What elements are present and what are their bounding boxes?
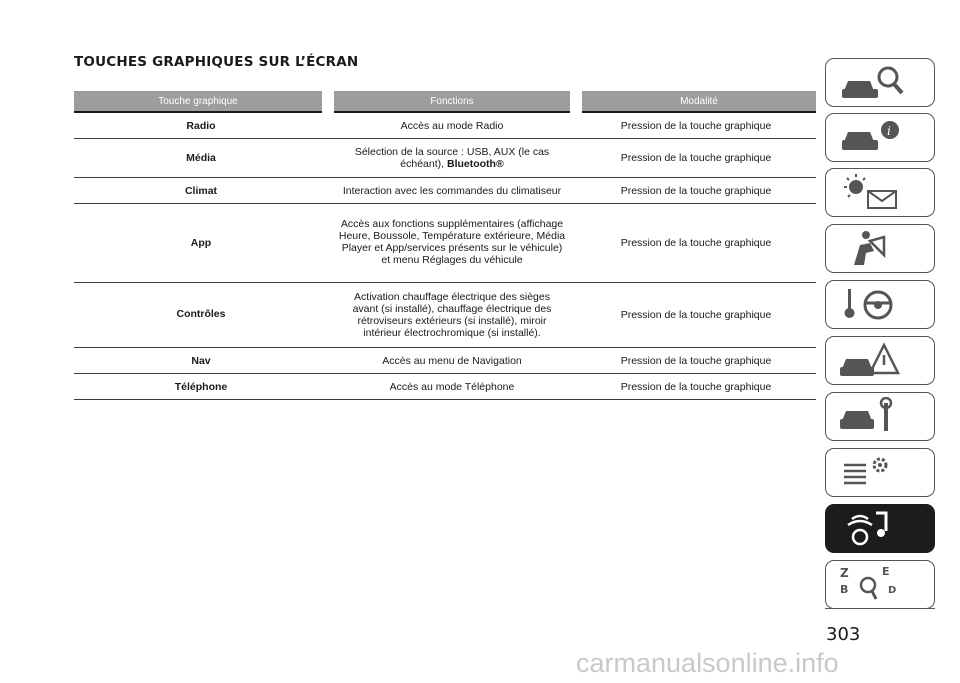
watermark: carmanualsonline.info xyxy=(576,648,839,678)
svg-text:B: B xyxy=(840,583,849,596)
tab-emergency[interactable] xyxy=(825,336,935,385)
table-row xyxy=(74,283,816,348)
table-row xyxy=(74,178,816,204)
multimedia-music-icon xyxy=(840,509,910,549)
alphabetical-index-icon xyxy=(840,565,910,605)
controls-table xyxy=(74,91,816,400)
row-name: App xyxy=(74,204,328,283)
bluetooth-label: Bluetooth® xyxy=(446,158,504,170)
row-function: Interaction avec les commandes du climatiseur xyxy=(328,178,576,204)
table-row xyxy=(74,348,816,374)
table-header-row xyxy=(74,91,816,112)
row-name: Contrôles xyxy=(74,283,328,348)
table-row xyxy=(74,374,816,400)
svg-text:E: E xyxy=(882,565,890,578)
warning-light-message-icon xyxy=(840,173,910,213)
header-fonctions: Fonctions xyxy=(328,91,576,112)
row-mode: Pression de la touche graphique xyxy=(576,348,816,374)
row-mode: Pression de la touche graphique xyxy=(576,283,816,348)
tab-starting-driving[interactable] xyxy=(825,280,935,329)
row-mode: Pression de la touche graphique xyxy=(576,178,816,204)
table-row xyxy=(74,112,816,139)
row-function: Accès aux fonctions supplémentaires (affichage Heure, Boussole, Température extérieure, Média Player et App/services présents sur le véhicule) et menu Réglages du véhicule xyxy=(328,204,576,283)
row-mode: Pression de la touche graphique xyxy=(576,374,816,400)
key-steering-wheel-icon xyxy=(840,285,910,325)
tab-technical-data[interactable] xyxy=(825,448,935,497)
svg-text:i: i xyxy=(887,124,891,138)
car-info-icon xyxy=(840,118,910,158)
row-name: Média xyxy=(74,139,328,178)
row-name: Téléphone xyxy=(74,374,328,400)
car-search-icon xyxy=(840,63,910,103)
row-name: Nav xyxy=(74,348,328,374)
row-function: Activation chauffage électrique des sièges avant (si installé), chauffage électrique des rétroviseurs extérieurs (si installé), miroir intérieur électrochromique (si installé). xyxy=(328,283,576,348)
tab-service[interactable] xyxy=(825,392,935,441)
row-function: Sélection de la source : USB, AUX (le cas échéant), Bluetooth® xyxy=(328,139,576,178)
car-service-wrench-icon xyxy=(840,397,910,437)
row-name: Climat xyxy=(74,178,328,204)
header-touche: Touche graphique xyxy=(74,91,328,112)
airbag-seat-icon xyxy=(840,229,910,269)
row-mode: Pression de la touche graphique xyxy=(576,139,816,178)
tab-index[interactable] xyxy=(825,560,935,609)
row-function: Accès au mode Radio xyxy=(328,112,576,139)
tab-safety[interactable] xyxy=(825,224,935,273)
header-modalite: Modalité xyxy=(576,91,816,112)
row-mode: Pression de la touche graphique xyxy=(576,112,816,139)
row-name: Radio xyxy=(74,112,328,139)
tab-multimedia[interactable] xyxy=(825,504,935,553)
tab-car-info[interactable] xyxy=(825,113,935,162)
section-title: TOUCHES GRAPHIQUES SUR L’ÉCRAN xyxy=(74,54,359,70)
row-function: Accès au mode Téléphone xyxy=(328,374,576,400)
row-function: Accès au menu de Navigation xyxy=(328,348,576,374)
tab-divider xyxy=(825,608,935,609)
tab-car-search[interactable] xyxy=(825,58,935,107)
page-number: 303 xyxy=(826,624,861,645)
tab-warning-lights[interactable] xyxy=(825,168,935,217)
row-mode: Pression de la touche graphique xyxy=(576,204,816,283)
specs-gear-icon xyxy=(840,453,910,493)
table-row xyxy=(74,139,816,178)
svg-text:Z: Z xyxy=(840,566,849,580)
table-row xyxy=(74,204,816,283)
svg-text:D: D xyxy=(888,585,897,596)
car-emergency-warning-icon xyxy=(840,341,910,381)
